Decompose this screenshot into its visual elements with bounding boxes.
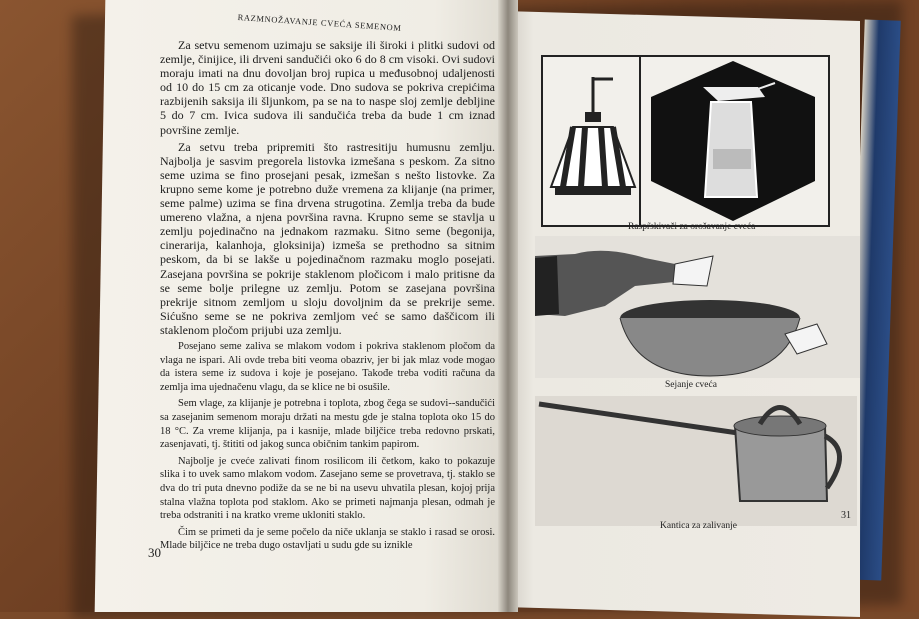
running-header: RAZMNOŽAVANJE CVEĆA SEMENOM: [237, 12, 402, 33]
paragraph: Sem vlage, za klijanje je potrebna i toplota, zbog čega se sudovi--sandučići sa zasejanim semenom moraju držati na mestu gde je stalna toplota oko 15 do 18 °C. Za vreme klijanja, pa i kasnije, mlade biljčice treba redovno prskati, zasenjavati, tj. štititi od jakog sunca običnim tankim papirom.: [160, 398, 495, 451]
paragraph: Za setvu semenom uzimaju se saksije ili široki i plitki sudovi od zemlje, činijice, ili drveni sandučići oko 6 do 8 cm visoki. Ovi sudovi moraju imati na dnu dovoljan broj rupica u međusobnoj udaljenosti od 10 do 15 cm za oticanje vode. Dno sudova se pokriva crepićima razbijenih saksija ili šljunkom, pa se na to naspe sloj zemlje debljine 5 do 7 cm. Ivica sudova ili sandučića treba da bude 1 cm iznad površine zemlje.: [160, 38, 495, 137]
paragraph: Za setvu treba pripremiti što rastresitiju humusnu zemlju. Najbolja je sasvim pregorela listovka izmešana s peskom. Za sitno seme uzima se fino prosejani pesak, izmešan s nešto listovke. Za krupno seme kome je potrebno duže vremena za klijanje (na primer, seme palme) uzima se fina drvena strugotina. Zemlja treba da bude umereno vlažna, a njena površina ravna. Krupno seme se stavlja u zemlju pojedinačno na jednakom razmaku. Sitno seme (begonija, cinerarija, kalanhoja, gloksinija) izmeša se prethodno sa sitnim peskom, da bi se lakše u pojedinačnom razmaku moglo posejati. Zasejana površina se pokrije staklenom pločicom i malo pritisne da se seme bolje prilegne uz zemlju. Potom se zasejana površina prekrije sitnom zemljom u sloju dovoljnim da se prekrije seme. Sićušno seme se ne pokriva zemljom već se samo daščicom ili staklenom pločom prijubi uza zemlju.: [160, 139, 495, 337]
watering-can-drawing: [535, 396, 857, 526]
sowing-illustration: [535, 236, 860, 378]
paragraph: Posejano seme zaliva se mlakom vodom i pokriva staklenom pločom da vlaga ne ispari. Ali ovde treba biti veoma obazriv, jer bi jak mlaz vode mogao da istera seme iz sudova i koje je posejano. Takođe treba voditi računa da zemlja ima ujednačenu vlagu, da se klice ne bi osušile.: [160, 340, 495, 393]
paragraph: Najbolje je cveće zalivati finom rosilicom ili četkom, kako to pokazuje slika i to uvek samo mlakom vodom. Zasejano seme se provetrava, tj. staklo se dva do tri puta dnevno podiže da se ne bi na usevu uhvatila plesan, kojoj prija stalna vlažna toplota pod staklom. Ako se primeti najmanja plesan, odmah je treba odstraniti i na kratko vreme ukloniti staklo.: [160, 455, 495, 522]
figure-caption: Raspr̃skivači za orošavanje cveća: [628, 222, 756, 232]
paragraph: Čim se primeti da je seme počelo da niče uklanja se staklo i rasad se orosi. Mlade biljčice ne treba dugo ostavljati u sudu gde su iznikle: [160, 526, 495, 552]
figure-caption: Kantica za zalivanje: [660, 521, 738, 531]
sprayers-illustration: [541, 55, 830, 227]
figure-caption: Sejanje cveća: [665, 380, 717, 390]
watering-can-illustration: [535, 396, 857, 526]
book-gutter: [498, 0, 518, 612]
sowing-drawing: [535, 236, 860, 378]
sprayer-drawing: [543, 57, 828, 225]
left-page-number: 30: [148, 545, 161, 560]
left-page-text: [160, 38, 495, 556]
right-page-number: 31: [841, 510, 851, 521]
striped-sprayer-icon: [551, 77, 635, 195]
